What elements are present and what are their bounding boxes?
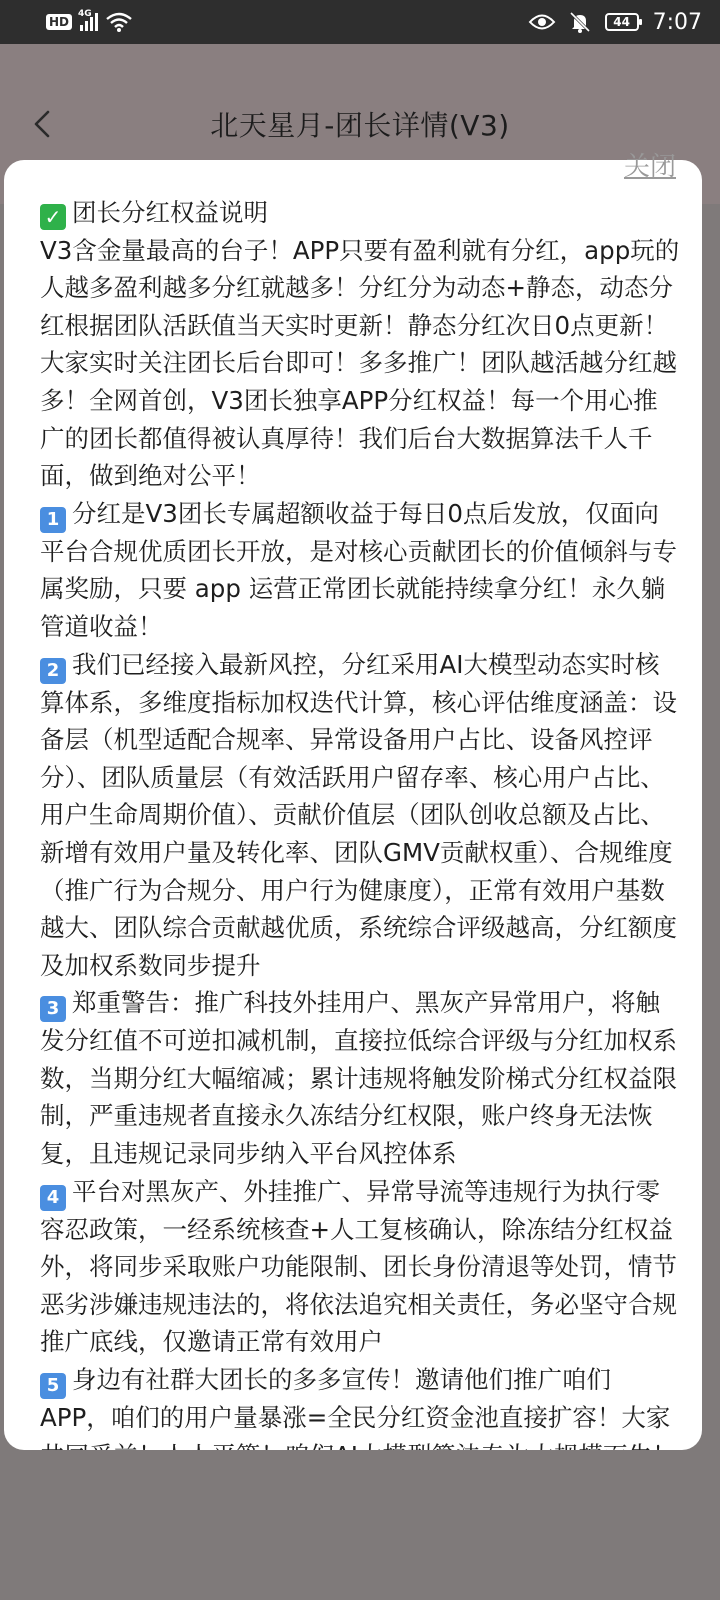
- list-item-text: 郑重警告：推广科技外挂用户、黑灰产异常用户，将触发分红值不可逆扣减机制，直接拉低综合评级与分红加权系数，当期分红大幅缩减；累计违规将触发阶梯式分红权益限制，严重违规者直接永久冻结分红权限，账户终身无法恢复，且违规记录同步纳入平台风控体系: [40, 988, 677, 1169]
- close-button[interactable]: 关闭: [623, 152, 676, 182]
- page-title: 北天星月-团长详情(V3): [210, 109, 510, 142]
- number-badge-icon: 5: [40, 1373, 66, 1399]
- heading-text: 团长分红权益说明: [72, 198, 268, 227]
- battery-icon: [605, 13, 639, 31]
- number-badge-icon: 4: [40, 1185, 66, 1211]
- dialog-heading: [40, 194, 680, 232]
- list-item-text: 身边有社群大团长的多多宣传！邀请他们推广咱们APP，咱们的用户量暴涨=全民分红资金池直接扩容！大家: [40, 1365, 671, 1433]
- dividend-info-dialog: [4, 152, 702, 1450]
- list-item: [40, 1173, 680, 1361]
- eye-icon: [529, 13, 555, 31]
- list-item-text: 分红是V3团长专属超额收益于每日0点后发放，仅面向平台合规优质团长开放，是对核心贡献团长的价值倾斜与专属奖励，只要 app 运营正常团长就能持续拿分红！永久躺管道收益！: [40, 498, 677, 641]
- dialog-content[interactable]: [40, 194, 680, 1512]
- status-bar: [0, 0, 720, 44]
- list-item: [40, 646, 680, 985]
- mute-bell-icon: [569, 11, 591, 33]
- number-badge-icon: 1: [40, 507, 66, 533]
- clock: 7:07: [652, 9, 702, 35]
- check-mark-icon: ✓: [40, 204, 66, 230]
- list-item-text: 平台对黑灰产、外挂推广、异常导流等违规行为执行零容忍政策，一经系统核查+人工复核确认，除冻结分红权益外，将同步采取账户功能限制、团长身份清退等处罚，情节恶劣涉嫌违规违法的，将依法追究相关责任，务必坚守合规推广底线，仅邀请正常有效用户: [40, 1176, 677, 1357]
- hd-icon: HD: [46, 14, 72, 30]
- intro-paragraph: V3含金量最高的台子！APP只要有盈利就有分红，app玩的人越多盈利越多分红就越多！分红分为动态+静态，动态分红根据团队活跃值当天实时更新！静态分红次日0点更新！大家实时关注团长后台即可！多多推广！团队越活越分红越多！全网首创，V3团长独享APP分红权益！每一个用心推广的团长都值得被认真厚待！我们后台大数据算法千人千面，做到绝对公平！: [40, 235, 680, 491]
- modal-overlay[interactable]: [0, 1450, 720, 1600]
- wifi-icon: [106, 12, 132, 32]
- list-item-text: 我们已经接入最新风控，分红采用AI大模型动态实时核算体系，多维度指标加权迭代计算，核心评估维度涵盖：设备层（机型适配合规率、异常设备用户占比、设备风控评分）、团队质量层（有效活跃用户留存率、核心用户占比、用户生命周期价值）、贡献价值层（团队创收总额及占比、新增有效用户量及转化率、团队GMV贡献权重）、合规维度（推广行为合规分、用户行为健康度），正常有效用户基数越大、团队综合贡献越优质，系统综合评级越高，分红额度及加权系数同步提升: [40, 649, 677, 980]
- list-item: [40, 984, 680, 1172]
- number-badge-icon: 2: [40, 658, 66, 684]
- signal-icon: [78, 9, 98, 31]
- battery-level: 44: [613, 15, 630, 29]
- number-badge-icon: 3: [40, 996, 66, 1022]
- network-type: 4G: [78, 9, 92, 19]
- list-item: [40, 495, 680, 646]
